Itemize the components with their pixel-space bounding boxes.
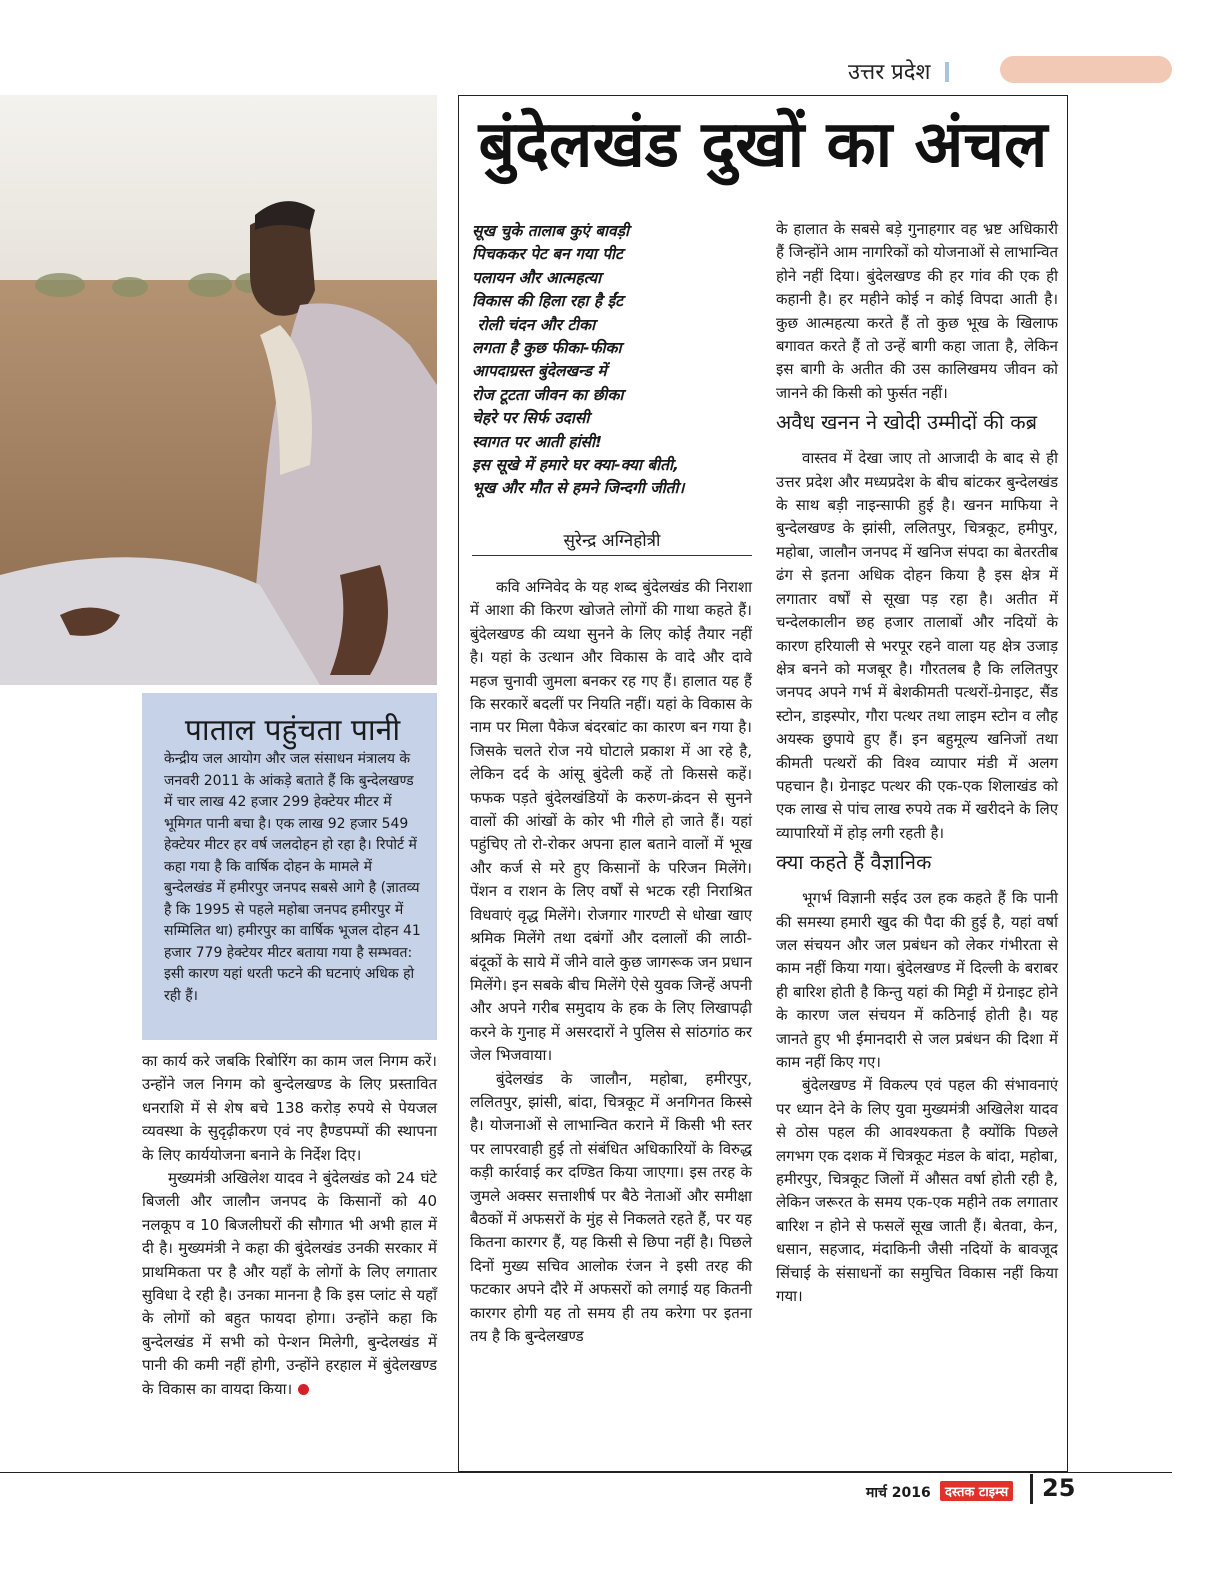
poem-line: भूख और मौत से हमने जिन्दगी जीती। <box>472 479 685 498</box>
poem-line: रोली चंदन और टीका <box>472 315 596 334</box>
sidebar-box-title: पाताल पहुंचता पानी <box>184 713 401 748</box>
paragraph: कवि अग्निवेद के यह शब्द बुंदेलखंड की निराशा में आशा की किरण खोजते लोगों की गाथा कहते हैं। बुंदेलखण्ड की व्यथा सुनने के लिए कोई तैयार नहीं है। यहां के उत्थान और विकास के वादे और दावे महज चुनावी जुमला बनकर रह गए हैं। हालात यह हैं कि सरकारें बदलीं पर नियति नहीं। यहां के विकास के नाम पर मिला पैकेज बंदरबांट का कारण बन गया है। जिसके चलते रोज नये घोटाले प्रकाश में आ रहे है, लेकिन दर्द के आंसू बुंदेली कहें तो किससे कहें। फफक पड़ते बुंदेलखंडियों के करुण-क्रंदन से सुनने वालों की आंखों के कोर भी गीले हो जाते हैं। यहां पहुंचिए तो रो-रोकर अपना हाल बताने वालों में भूख और कर्ज से मरे हुए किसानों के परिजन मिलेंगे। पेंशन व राशन के लिए वर्षों से भटक रही निराश्रित विधवाएं वृद्ध मिलेंगे। रोजगार गारण्टी से धोखा खाए श्रमिक मिलेंगे तथा दबंगों और दलालों की लाठी-बंदूकों के साये में जीने वाले कुछ जागरूक जन प्रधान मिलेंगे। इन सबके बीच मिलेंगे ऐसे युवक जिन्हें अपनी और अपने गरीब समुदाय के हक के लिए लिखापढ़ी करने के गुनाह में असरदारों ने पुलिस से सांठगांठ कर जेल भिजवाया। <box>470 578 752 1065</box>
footer-divider <box>1030 1474 1033 1504</box>
section-label: उत्तर प्रदेश <box>848 60 931 85</box>
page-number: 25 <box>1042 1474 1076 1502</box>
sidebar-box-text: केन्द्रीय जल आयोग और जल संसाधन मंत्रालय के जनवरी 2011 के आंकड़े बताते हैं कि बुन्देलखण्ड में चार लाख 42 हजार 299 हेक्टेयर मीटर में भूमिगत पानी बचा है। एक लाख 92 हजार 549 हेक्टेयर मीटर हर वर्ष जलदोहन हो रहा है। रिपोर्ट में कहा गया है कि वार्षिक दोहन के मामले में बुन्देलखंड में हमीरपुर जनपद सबसे आगे है (ज्ञातव्य है कि 1995 से पहले महोबा जनपद हमीरपुर में सम्मिलित था) हमीरपुर का वार्षिक भूजल दोहन 41 हजार 779 हेक्टेयर मीटर बताया गया है सम्भवत: इसी कारण यहां धरती फटने की घटनाएं अधिक हो रही हैं। <box>164 751 421 1004</box>
poem-line: पलायन और आत्महत्या <box>472 268 602 287</box>
magazine-logo: दस्तक टाइम्स <box>940 1481 1013 1501</box>
sidebar-box <box>142 693 437 1040</box>
poem <box>472 220 752 501</box>
section-divider <box>945 62 949 82</box>
paragraph <box>142 1167 437 1401</box>
poem-line: विकास की हिला रहा है ईंट <box>472 292 623 311</box>
farmer-photo <box>0 95 437 685</box>
paragraph: भूगर्भ विज्ञानी सईद उल हक कहते हैं कि पानी की समस्या हमारी खुद की पैदा की हुई है, यहां वर्षा जल संचयन और जल प्रबंधन को लेकर गंभीरता से काम नहीं किया गया। बुंदेलखण्ड में दिल्ली के बराबर ही बारिश होती है किन्तु यहां की मिट्टी में ग्रेनाइट होने के कारण जल संचयन में कठिनाई होती है। यह जानते हुए भी ईमानदारी से जल प्रबंधन की दिशा में काम नहीं किए गए। <box>776 889 1058 1071</box>
paragraph: बुंदेलखंड के जालौन, महोबा, हमीरपुर, ललितपुर, झांसी, बांदा, चित्रकूट में अनगिनत किस्से है। योजनाओं से लाभान्वित कराने में किसी भी स्तर पर लापरवाही हुई तो संबंधित अधिकारियों के विरुद्ध कड़ी कार्रवाई कर दण्डित किया जाएगा। इस तरह के जुमले अक्सर सत्ताशीर्ष पर बैठे नेताओं और समीक्षा बैठकों में अफसरों के मुंह से निकलते रहते हैं, पर यह कितना कारगर हैं, यह किसी से छिपा नहीं है। पिछले दिनों मुख्य सचिव आलोक रंजन ने इसी तरह की फटकार अपने दौरे में अफसरों को लगाई यह कितनी कारगर होगी यह तो समय ही तय करेगा पर इतना तय है कि बुन्देलखण्ड <box>470 1069 752 1345</box>
issue-date: मार्च 2016 <box>866 1485 931 1501</box>
poem-line: रोज टूटता जीवन का छीका <box>472 385 624 404</box>
article-column-2 <box>470 576 752 1348</box>
paragraph-text: मुख्यमंत्री अखिलेश यादव ने बुंदेलखंड को 24 घंटे बिजली और जालौन जनपद के किसानों को 40 नलकूप व 10 बिजलीघरों की सौगात भी अभी हाल में दी है। मुख्यमंत्री ने कहा की बुंदेलखंड उनकी सरकार में प्राथमिकता पर है और यहाँ के लोगों के लिए लगातार सुविधा दे रही है। उनका मानना है कि इस प्लांट से यहाँ के लोगों को बहुत फायदा होगा। उन्होंने कहा कि बुन्देलखंड में सभी को पेन्शन मिलेगी, बुन्देलखंड में पानी की कमी नहीं होगी, उन्होंने हरहाल में बुंदेलखण्ड के विकास का वायदा किया। <box>142 1169 437 1398</box>
paragraph: वास्तव में देखा जाए तो आजादी के बाद से ही उत्तर प्रदेश और मध्यप्रदेश के बीच बांटकर बुन्देलखंड के साथ बड़ी नाइन्साफी हुई है। खनन माफिया ने बुन्देलखण्ड के झांसी, ललितपुर, चित्रकूट, हमीपुर, महोबा, जालौन जनपद में खनिज संपदा का बेतरतीब ढंग से इतना अधिक दोहन किया है इस क्षेत्र में लगातार वर्षों से सूखा पड़ रहा है। अतीत में चन्देलकालीन छह हजार तालाबों और नदियों के कारण हरियाली से भरपूर रहने वाला यह क्षेत्र उजाड़ क्षेत्र बनने को मजबूर है। गौरतलब है कि ललितपुर जनपद अपने गर्भ में बेशकीमती पत्थरों-ग्रेनाइट, सैंड स्टोन, डाइस्पोर, गौरा पत्थर तथा लाइम स्टोन व लौह अयस्क छुपाये हुए हैं। इन बहुमूल्य खनिजों तथा कीमती पत्थरों की विश्व व्यापार मंडी में अलग पहचान है। ग्रेनाइट पत्थर की एक-एक शिलाखंड को एक लाख से पांच लाख रुपये तक में खरीदने के लिए व्यापारियों में होड़ लगी रहती है। <box>776 449 1058 842</box>
poem-line: सूख चुके तालाब कुएं बावड़ी <box>472 222 629 240</box>
poem-line: पिचककर पेट बन गया पीट <box>472 245 623 264</box>
poem-line: चेहरे पर सिर्फ उदासी <box>472 409 590 428</box>
paragraph: बुंदेलखण्ड में विकल्प एवं पहल की संभावनाएं पर ध्यान देने के लिए युवा मुख्यमंत्री अखिलेश यादव से ठोस पहल की आवश्यकता है क्योंकि पिछले लगभग एक दशक में चित्रकूट मंडल के बांदा, महोबा, हमीरपुर, चित्रकूट जिलों में औसत वर्षा होती रही है, लेकिन जरूरत के समय एक-एक महीने तक लगातार बारिश न होने से फसलें सूख जाती हैं। बेतवा, केन, धसान, सहजाद, मंदाकिनी जैसी नदियों के बावजूद सिंचाई के संसाधनों का समुचित विकास नहीं किया गया। <box>776 1076 1058 1306</box>
article-column-3 <box>776 218 1058 1308</box>
article-column-1 <box>142 1050 437 1401</box>
paragraph: के हालात के सबसे बड़े गुनाहगार वह भ्रष्ट अधिकारी हैं जिन्होंने आम नागरिकों को योजनाओं से लाभान्वित होने नहीं दिया। बुंदेलखण्ड की हर गांव की एक ही कहानी है। हर महीने कोई न कोई विपदा आती है। कुछ आत्महत्या करते हैं तो कुछ भूख के खिलाफ बगावत करते हैं तो उन्हें बागी कहा जाता है, लेकिन इस बागी के अतीत की उस कालिखमय जीवन को जानने की किसी को फुर्सत नहीं। <box>776 220 1058 402</box>
article-title: बुंदेलखंड दुखों का अंचल <box>478 108 1048 182</box>
footer-rule <box>0 1472 1172 1473</box>
poem-line: लगता है कुछ फीका-फीका <box>472 339 622 358</box>
poem-line: इस सूखे में हमारे घर क्या-क्या बीती, <box>472 456 679 475</box>
paragraph: का कार्य करे जबकि रिबोरिंग का काम जल निगम करें। उन्होंने जल निगम को बुन्देलखण्ड के लिए प्रस्तावित धनराशि में से शेष बचे 138 करोड़ रुपये से पेयजल व्यवस्था के सुदृढ़ीकरण एवं नए हैण्डपम्पों की स्थापना के लिए कार्ययोजना बनाने के निर्देश दिए। <box>142 1052 437 1164</box>
poem-line: आपदाग्रस्त बुंदेलखन्ड में <box>472 362 607 381</box>
author-byline: सुरेन्द्र अग्निहोत्री <box>472 528 752 556</box>
poem-line: स्वागत पर आती हांसी! <box>472 432 603 451</box>
subheading-scientists: क्या कहते हैं वैज्ञानिक <box>776 850 932 875</box>
header-decoration <box>1000 56 1172 83</box>
end-mark-icon <box>298 1384 309 1395</box>
subheading-illegal-mining: अवैध खनन ने खोदी उम्मीदों की कब्र <box>776 410 1038 435</box>
